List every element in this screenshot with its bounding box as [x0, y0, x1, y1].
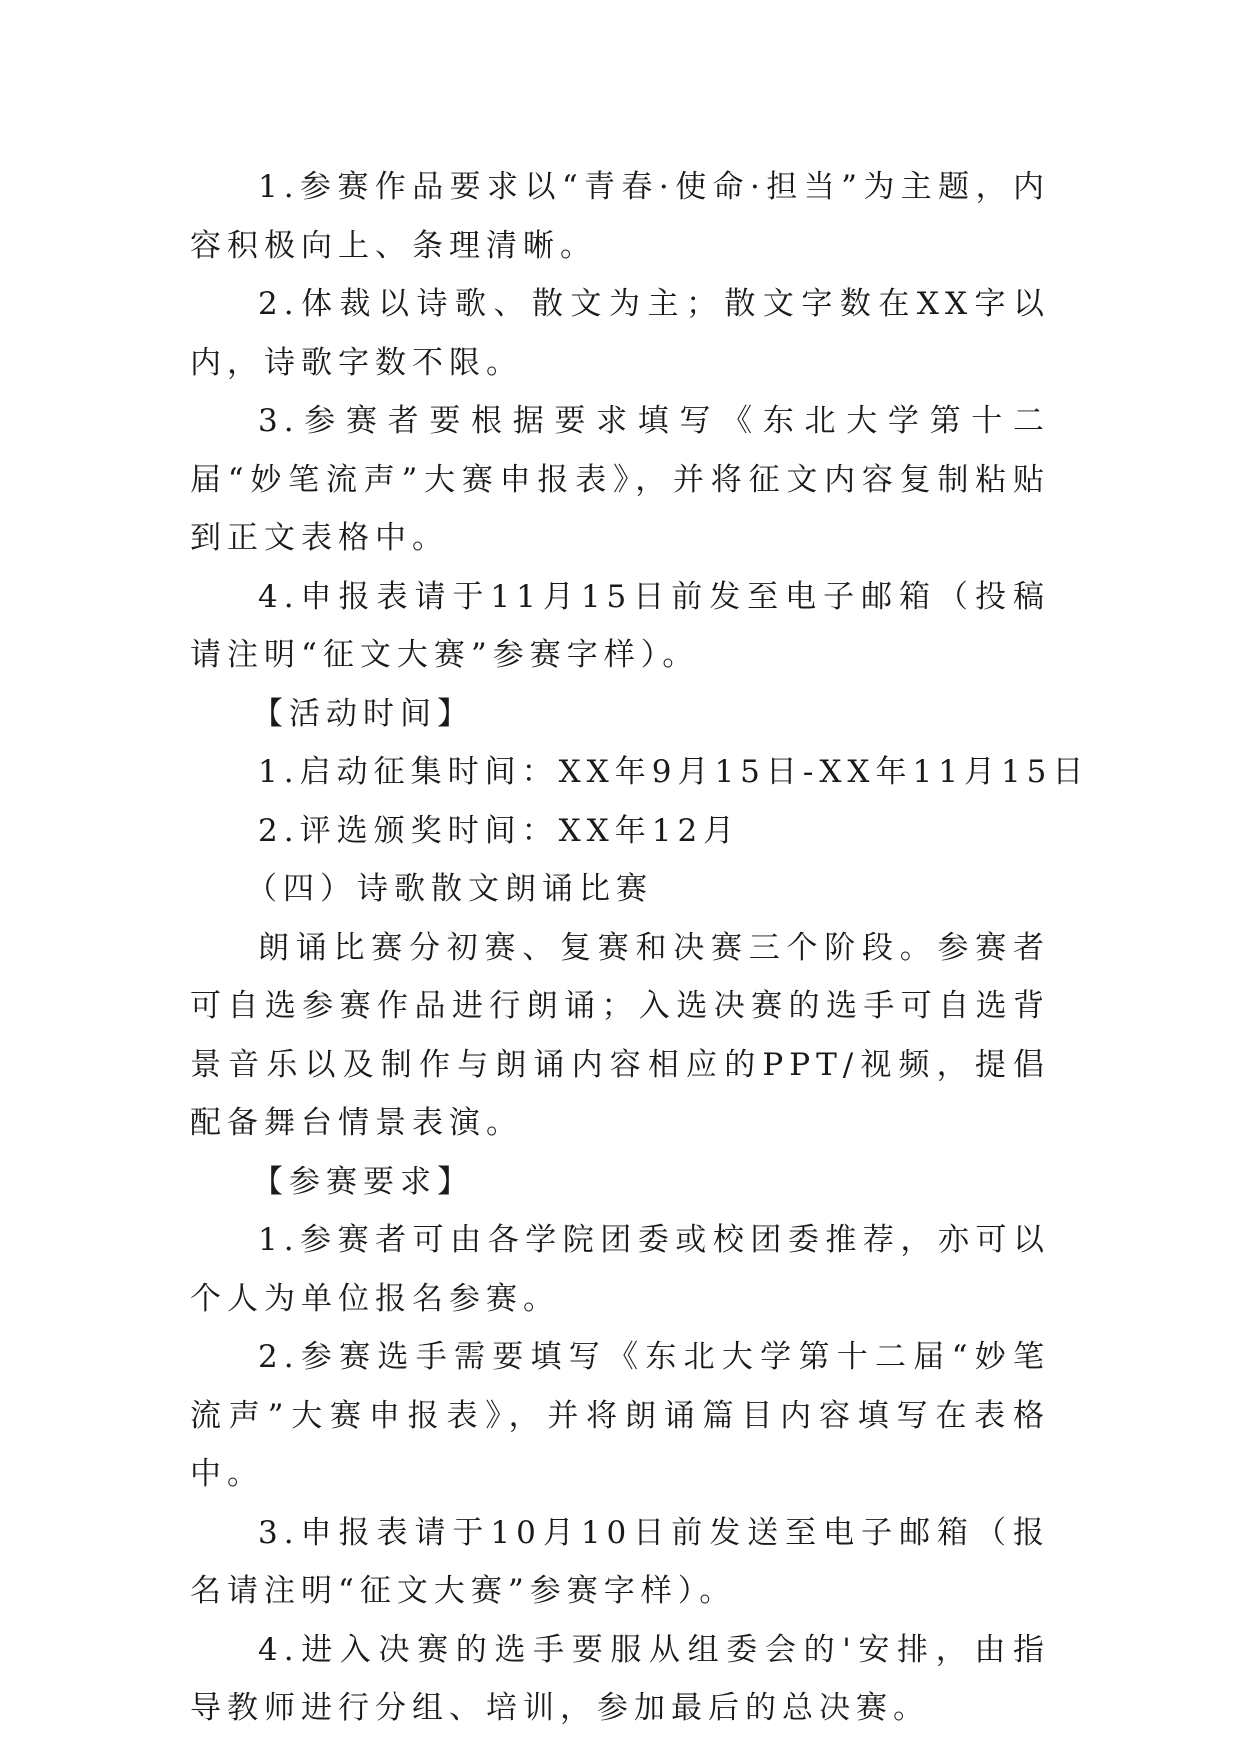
heading-activity-time: 【活动时间】: [252, 695, 474, 732]
paragraph-fill-form: 2.参赛选手需要填写《东北大学第十二届“妙笔流声”大赛申报表》，并将朗诵篇目内容填写在表格中。: [190, 1339, 1050, 1492]
paragraph-submission-deadline: 4.申报表请于11月15日前发至电子邮箱（投稿请注明“征文大赛”参赛字样）。: [190, 578, 1050, 673]
paragraph-contest-stages: 朗诵比赛分初赛、复赛和决赛三个阶段。参赛者可自选参赛作品进行朗诵；入选决赛的选手可自选背景音乐以及制作与朗诵内容相应的PPT/视频，提倡配备舞台情景表演。: [190, 929, 1050, 1141]
paragraph-application-form: 3.参赛者要根据要求填写《东北大学第十二届“妙笔流声”大赛申报表》，并将征文内容复制粘贴到正文表格中。: [190, 403, 1050, 556]
paragraph-recommendation: 1.参赛者可由各学院团委或校团委推荐，亦可以个人为单位报名参赛。: [190, 1222, 1050, 1317]
document-body: [190, 158, 1090, 1738]
heading-entry-requirements: 【参赛要求】: [252, 1163, 474, 1200]
heading-recitation-contest: （四）诗歌散文朗诵比赛: [246, 871, 653, 907]
paragraph-genre-requirement: 2.体裁以诗歌、散文为主；散文字数在XX字以内，诗歌字数不限。: [190, 286, 1050, 381]
paragraph-collection-period: 1.启动征集时间：XX年9月15日-XX年11月15日: [258, 754, 1090, 790]
paragraph-registration-deadline: 3.申报表请于10月10日前发送至电子邮箱（报名请注明“征文大赛”参赛字样）。: [190, 1514, 1050, 1609]
paragraph-finals-arrangement: 4.进入决赛的选手要服从组委会的'安排，由指导教师进行分组、培训，参加最后的总决赛。: [190, 1631, 1050, 1726]
paragraph-theme-requirement: 1.参赛作品要求以“青春·使命·担当”为主题，内容积极向上、条理清晰。: [190, 169, 1050, 264]
paragraph-award-time: 2.评选颁奖时间：XX年12月: [258, 812, 741, 849]
